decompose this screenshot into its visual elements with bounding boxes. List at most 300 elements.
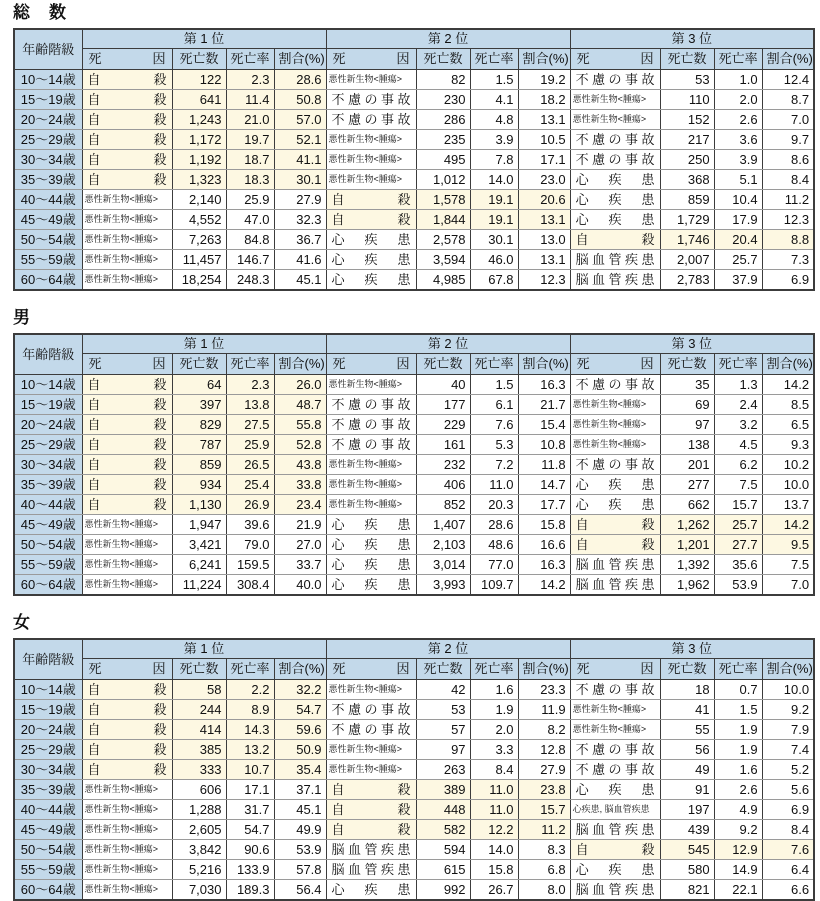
age-cell: 50〜54歳	[14, 535, 82, 555]
cause-text: 脳 血 管 疾 患	[331, 842, 411, 857]
cause-cell	[326, 880, 416, 901]
pct-header: 割合(%)	[274, 49, 326, 70]
deaths-cell: 235	[416, 130, 470, 150]
deaths-cell: 934	[172, 475, 226, 495]
cause-text: 自 殺	[87, 417, 167, 432]
pct-cell: 21.7	[518, 395, 570, 415]
rate-cell: 14.0	[470, 170, 518, 190]
rank-header-1: 第 1 位	[82, 29, 326, 49]
cause-cell	[82, 130, 172, 150]
cause-header	[326, 659, 416, 680]
cause-text: 心 疾 患	[575, 862, 655, 877]
rate-cell: 25.9	[226, 435, 274, 455]
cause-text: 心 疾 患	[331, 557, 411, 572]
rate-cell: 20.3	[470, 495, 518, 515]
rate-cell: 30.1	[470, 230, 518, 250]
deaths-cell: 3,594	[416, 250, 470, 270]
cause-text: 不 慮 の 事 故	[331, 702, 411, 717]
rate-cell: 26.5	[226, 455, 274, 475]
rate-cell: 1.6	[470, 680, 518, 700]
cause-cell	[570, 270, 660, 291]
age-cell: 35〜39歳	[14, 780, 82, 800]
rate-cell: 1.6	[714, 760, 762, 780]
cause-text: 自 殺	[87, 377, 167, 392]
cause-cell: 悪性新生物<腫瘍>	[82, 190, 172, 210]
cause-text: 自 殺	[87, 152, 167, 167]
pct-cell: 11.9	[518, 700, 570, 720]
cause-cell: 悪性新生物<腫瘍>	[82, 535, 172, 555]
pct-cell: 7.9	[762, 720, 814, 740]
cause-cell	[82, 700, 172, 720]
deaths-cell: 18	[660, 680, 714, 700]
table-row	[14, 170, 814, 190]
pct-cell: 32.2	[274, 680, 326, 700]
rank-header-2: 第 2 位	[326, 639, 570, 659]
header-sub-row	[14, 659, 814, 680]
cause-text: 心 疾 患	[575, 172, 655, 187]
deaths-cell: 582	[416, 820, 470, 840]
rate-cell: 11.4	[226, 90, 274, 110]
rate-cell: 2.6	[714, 110, 762, 130]
deaths-header: 死亡数	[416, 659, 470, 680]
cause-header	[570, 49, 660, 70]
cause-header-text: 死 因	[576, 51, 654, 66]
deaths-cell: 53	[660, 70, 714, 90]
cause-text: 自 殺	[87, 762, 167, 777]
rate-cell: 4.1	[470, 90, 518, 110]
rate-cell: 25.9	[226, 190, 274, 210]
cause-text: 自 殺	[331, 782, 411, 797]
deaths-cell: 662	[660, 495, 714, 515]
cause-cell	[326, 395, 416, 415]
cause-text: 自 殺	[87, 722, 167, 737]
deaths-cell: 97	[660, 415, 714, 435]
pct-cell: 13.1	[518, 110, 570, 130]
rate-cell: 8.4	[470, 760, 518, 780]
cause-text: 脳 血 管 疾 患	[331, 862, 411, 877]
rate-cell: 28.6	[470, 515, 518, 535]
pct-cell: 10.0	[762, 475, 814, 495]
deaths-cell: 397	[172, 395, 226, 415]
deaths-cell: 110	[660, 90, 714, 110]
cause-text: 脳 血 管 疾 患	[575, 252, 655, 267]
rate-cell: 1.9	[470, 700, 518, 720]
rate-cell: 4.9	[714, 800, 762, 820]
cause-cell: 悪性新生物<腫瘍>	[326, 375, 416, 395]
cause-cell: 悪性新生物<腫瘍>	[82, 820, 172, 840]
pct-header: 割合(%)	[274, 659, 326, 680]
rate-cell: 27.7	[714, 535, 762, 555]
cause-text: 不 慮 の 事 故	[331, 417, 411, 432]
cause-cell	[570, 150, 660, 170]
cause-cell	[570, 820, 660, 840]
rate-cell: 17.9	[714, 210, 762, 230]
pct-cell: 5.6	[762, 780, 814, 800]
pct-header: 割合(%)	[518, 659, 570, 680]
pct-cell: 7.0	[762, 110, 814, 130]
rate-cell: 37.9	[714, 270, 762, 291]
deaths-cell: 2,783	[660, 270, 714, 291]
rank-header-2: 第 2 位	[326, 29, 570, 49]
cause-header	[570, 659, 660, 680]
age-cell: 15〜19歳	[14, 90, 82, 110]
cause-cell	[82, 455, 172, 475]
cause-cell: 悪性新生物<腫瘍>	[326, 130, 416, 150]
cause-cell	[570, 475, 660, 495]
cause-text: 自 殺	[575, 842, 655, 857]
cause-cell	[570, 515, 660, 535]
table-row	[14, 455, 814, 475]
deaths-header: 死亡数	[660, 659, 714, 680]
pct-cell: 57.0	[274, 110, 326, 130]
deaths-cell: 49	[660, 760, 714, 780]
rate-cell: 35.6	[714, 555, 762, 575]
deaths-cell: 250	[660, 150, 714, 170]
cause-text: 自 殺	[87, 172, 167, 187]
rate-header: 死亡率	[226, 354, 274, 375]
pct-cell: 30.1	[274, 170, 326, 190]
cause-text: 自 殺	[87, 702, 167, 717]
rate-cell: 189.3	[226, 880, 274, 901]
cause-cell	[570, 555, 660, 575]
rate-cell: 12.9	[714, 840, 762, 860]
section-total	[13, 3, 812, 291]
pct-header: 割合(%)	[518, 354, 570, 375]
deaths-cell: 821	[660, 880, 714, 901]
table-row	[14, 740, 814, 760]
pct-cell: 55.8	[274, 415, 326, 435]
pct-cell: 16.6	[518, 535, 570, 555]
table-row	[14, 435, 814, 455]
cause-header-text: 死 因	[88, 661, 166, 676]
cause-text: 不 慮 の 事 故	[331, 112, 411, 127]
pct-cell: 13.1	[518, 250, 570, 270]
pct-cell: 21.9	[274, 515, 326, 535]
pct-cell: 57.8	[274, 860, 326, 880]
table-row	[14, 555, 814, 575]
pct-cell: 27.9	[274, 190, 326, 210]
cause-cell	[82, 760, 172, 780]
deaths-cell: 992	[416, 880, 470, 901]
deaths-cell: 41	[660, 700, 714, 720]
rate-cell: 1.5	[714, 700, 762, 720]
cause-cell	[326, 250, 416, 270]
deaths-cell: 286	[416, 110, 470, 130]
cause-cell	[82, 70, 172, 90]
rate-cell: 7.5	[714, 475, 762, 495]
rate-header: 死亡率	[470, 659, 518, 680]
deaths-cell: 161	[416, 435, 470, 455]
rate-cell: 6.2	[714, 455, 762, 475]
rate-cell: 1.3	[714, 375, 762, 395]
rate-cell: 1.5	[470, 70, 518, 90]
cause-text: 心 疾 患	[575, 212, 655, 227]
pct-header: 割合(%)	[274, 354, 326, 375]
table-row	[14, 475, 814, 495]
pct-cell: 6.9	[762, 270, 814, 291]
deaths-cell: 414	[172, 720, 226, 740]
pct-cell: 32.3	[274, 210, 326, 230]
pct-cell: 13.7	[762, 495, 814, 515]
cause-cell: 悪性新生物<腫瘍>	[82, 860, 172, 880]
deaths-cell: 406	[416, 475, 470, 495]
pct-cell: 18.2	[518, 90, 570, 110]
deaths-cell: 58	[172, 680, 226, 700]
cause-cell	[82, 435, 172, 455]
rate-cell: 1.0	[714, 70, 762, 90]
deaths-cell: 7,263	[172, 230, 226, 250]
table-row	[14, 880, 814, 901]
age-cell: 30〜34歳	[14, 150, 82, 170]
age-cell: 10〜14歳	[14, 375, 82, 395]
pct-cell: 8.0	[518, 880, 570, 901]
deaths-header: 死亡数	[660, 49, 714, 70]
deaths-cell: 277	[660, 475, 714, 495]
pct-cell: 52.1	[274, 130, 326, 150]
rate-cell: 2.3	[226, 375, 274, 395]
rate-cell: 84.8	[226, 230, 274, 250]
deaths-cell: 244	[172, 700, 226, 720]
rate-cell: 2.3	[226, 70, 274, 90]
cause-cell	[82, 395, 172, 415]
rate-cell: 20.4	[714, 230, 762, 250]
rate-cell: 9.2	[714, 820, 762, 840]
pct-cell: 52.8	[274, 435, 326, 455]
pct-cell: 10.2	[762, 455, 814, 475]
cause-cell	[570, 170, 660, 190]
pct-cell: 37.1	[274, 780, 326, 800]
table-row	[14, 250, 814, 270]
rate-cell: 39.6	[226, 515, 274, 535]
age-cell: 50〜54歳	[14, 230, 82, 250]
rank-header-1: 第 1 位	[82, 639, 326, 659]
cause-text: 自 殺	[87, 457, 167, 472]
deaths-cell: 11,224	[172, 575, 226, 596]
cause-text: 自 殺	[87, 397, 167, 412]
header-rank-row	[14, 334, 814, 354]
table-row	[14, 415, 814, 435]
table-row	[14, 720, 814, 740]
deaths-cell: 64	[172, 375, 226, 395]
table-row	[14, 535, 814, 555]
cause-text: 自 殺	[87, 497, 167, 512]
deaths-cell: 1,192	[172, 150, 226, 170]
table-header	[14, 639, 814, 680]
table-row	[14, 70, 814, 90]
rate-cell: 2.0	[714, 90, 762, 110]
rate-cell: 22.1	[714, 880, 762, 901]
cause-text: 自 殺	[87, 682, 167, 697]
pct-cell: 53.9	[274, 840, 326, 860]
cause-text: 心 疾 患	[575, 192, 655, 207]
cause-cell	[326, 535, 416, 555]
deaths-cell: 55	[660, 720, 714, 740]
cause-cell	[326, 840, 416, 860]
pct-cell: 12.4	[762, 70, 814, 90]
cause-cell	[570, 780, 660, 800]
cause-text: 自 殺	[331, 802, 411, 817]
cause-cell	[82, 415, 172, 435]
cause-text: 不 慮 の 事 故	[331, 397, 411, 412]
rate-cell: 8.9	[226, 700, 274, 720]
rate-cell: 54.7	[226, 820, 274, 840]
rate-cell: 19.7	[226, 130, 274, 150]
table-title-total: 総 数	[13, 3, 67, 22]
age-cell: 60〜64歳	[14, 880, 82, 901]
table-row	[14, 860, 814, 880]
deaths-cell: 1,172	[172, 130, 226, 150]
cause-cell	[570, 70, 660, 90]
cause-text: 自 殺	[575, 537, 655, 552]
cause-cell	[82, 720, 172, 740]
rate-cell: 11.0	[470, 780, 518, 800]
pct-cell: 8.6	[762, 150, 814, 170]
rate-cell: 1.9	[714, 740, 762, 760]
rate-cell: 25.4	[226, 475, 274, 495]
deaths-cell: 385	[172, 740, 226, 760]
table-title-male: 男	[13, 308, 31, 327]
pct-cell: 27.0	[274, 535, 326, 555]
rate-header: 死亡率	[714, 354, 762, 375]
rate-cell: 25.7	[714, 515, 762, 535]
cause-text: 不 慮 の 事 故	[331, 92, 411, 107]
deaths-cell: 439	[660, 820, 714, 840]
pct-cell: 9.2	[762, 700, 814, 720]
cause-cell	[326, 780, 416, 800]
pct-cell: 16.3	[518, 375, 570, 395]
cause-header-text: 死 因	[88, 51, 166, 66]
cause-cell	[326, 800, 416, 820]
cause-cell: 心疾患, 脳血管疾患	[570, 800, 660, 820]
rank-header-2: 第 2 位	[326, 334, 570, 354]
deaths-cell: 368	[660, 170, 714, 190]
cause-text: 不 慮 の 事 故	[575, 72, 655, 87]
deaths-cell: 42	[416, 680, 470, 700]
cause-header-text: 死 因	[332, 356, 410, 371]
pct-cell: 14.2	[762, 375, 814, 395]
deaths-cell: 56	[660, 740, 714, 760]
deaths-cell: 1,729	[660, 210, 714, 230]
cause-cell	[82, 170, 172, 190]
rate-cell: 14.3	[226, 720, 274, 740]
pct-cell: 11.2	[762, 190, 814, 210]
cause-text: 心 疾 患	[331, 577, 411, 592]
pct-cell: 59.6	[274, 720, 326, 740]
table-row	[14, 680, 814, 700]
deaths-cell: 1,844	[416, 210, 470, 230]
cause-cell	[326, 555, 416, 575]
deaths-cell: 594	[416, 840, 470, 860]
rate-cell: 5.1	[714, 170, 762, 190]
cause-text: 脳 血 管 疾 患	[575, 577, 655, 592]
cause-header-text: 死 因	[88, 356, 166, 371]
rate-header: 死亡率	[226, 659, 274, 680]
pct-cell: 9.3	[762, 435, 814, 455]
pct-cell: 15.8	[518, 515, 570, 535]
cause-text: 心 疾 患	[331, 232, 411, 247]
deaths-cell: 829	[172, 415, 226, 435]
pct-header: 割合(%)	[762, 49, 814, 70]
rate-cell: 4.8	[470, 110, 518, 130]
rate-cell: 5.3	[470, 435, 518, 455]
pct-cell: 11.2	[518, 820, 570, 840]
pct-cell: 14.2	[762, 515, 814, 535]
table-row	[14, 700, 814, 720]
cause-cell	[82, 375, 172, 395]
age-cell: 45〜49歳	[14, 210, 82, 230]
cause-cell: 悪性新生物<腫瘍>	[82, 210, 172, 230]
pct-cell: 8.2	[518, 720, 570, 740]
deaths-cell: 138	[660, 435, 714, 455]
deaths-cell: 7,030	[172, 880, 226, 901]
deaths-cell: 448	[416, 800, 470, 820]
age-cell: 25〜29歳	[14, 435, 82, 455]
deaths-cell: 2,140	[172, 190, 226, 210]
cause-cell: 悪性新生物<腫瘍>	[82, 880, 172, 901]
pct-cell: 41.1	[274, 150, 326, 170]
table-row	[14, 375, 814, 395]
table-row	[14, 150, 814, 170]
rate-cell: 7.2	[470, 455, 518, 475]
section-male	[13, 308, 812, 596]
rate-cell: 3.9	[470, 130, 518, 150]
deaths-cell: 122	[172, 70, 226, 90]
pct-cell: 11.8	[518, 455, 570, 475]
deaths-cell: 2,007	[660, 250, 714, 270]
deaths-cell: 1,578	[416, 190, 470, 210]
table-body	[14, 375, 814, 596]
deaths-cell: 6,241	[172, 555, 226, 575]
cause-cell	[570, 760, 660, 780]
cause-header	[82, 659, 172, 680]
pct-cell: 8.8	[762, 230, 814, 250]
cause-text: 心 疾 患	[331, 252, 411, 267]
pct-cell: 33.8	[274, 475, 326, 495]
rate-cell: 3.2	[714, 415, 762, 435]
rate-cell: 25.7	[714, 250, 762, 270]
pct-cell: 43.8	[274, 455, 326, 475]
pct-cell: 20.6	[518, 190, 570, 210]
deaths-header: 死亡数	[172, 659, 226, 680]
cause-text: 不 慮 の 事 故	[575, 457, 655, 472]
header-sub-row	[14, 354, 814, 375]
age-class-header: 年齢階級	[14, 334, 82, 375]
deaths-cell: 1,262	[660, 515, 714, 535]
deaths-cell: 545	[660, 840, 714, 860]
deaths-cell: 97	[416, 740, 470, 760]
cause-cell	[82, 475, 172, 495]
pct-cell: 5.2	[762, 760, 814, 780]
pct-cell: 17.1	[518, 150, 570, 170]
pct-cell: 8.7	[762, 90, 814, 110]
pct-cell: 45.1	[274, 800, 326, 820]
rate-cell: 15.8	[470, 860, 518, 880]
cause-text: 心 疾 患	[575, 497, 655, 512]
deaths-cell: 5,216	[172, 860, 226, 880]
cause-cell: 悪性新生物<腫瘍>	[570, 90, 660, 110]
deaths-cell: 1,130	[172, 495, 226, 515]
rate-cell: 19.1	[470, 210, 518, 230]
rank-header-1: 第 1 位	[82, 334, 326, 354]
table-row	[14, 840, 814, 860]
cause-cell: 悪性新生物<腫瘍>	[326, 740, 416, 760]
table-header	[14, 334, 814, 375]
cause-text: 自 殺	[87, 477, 167, 492]
table-row	[14, 495, 814, 515]
pct-cell: 12.3	[518, 270, 570, 291]
deaths-cell: 1,201	[660, 535, 714, 555]
cause-text: 自 殺	[87, 92, 167, 107]
